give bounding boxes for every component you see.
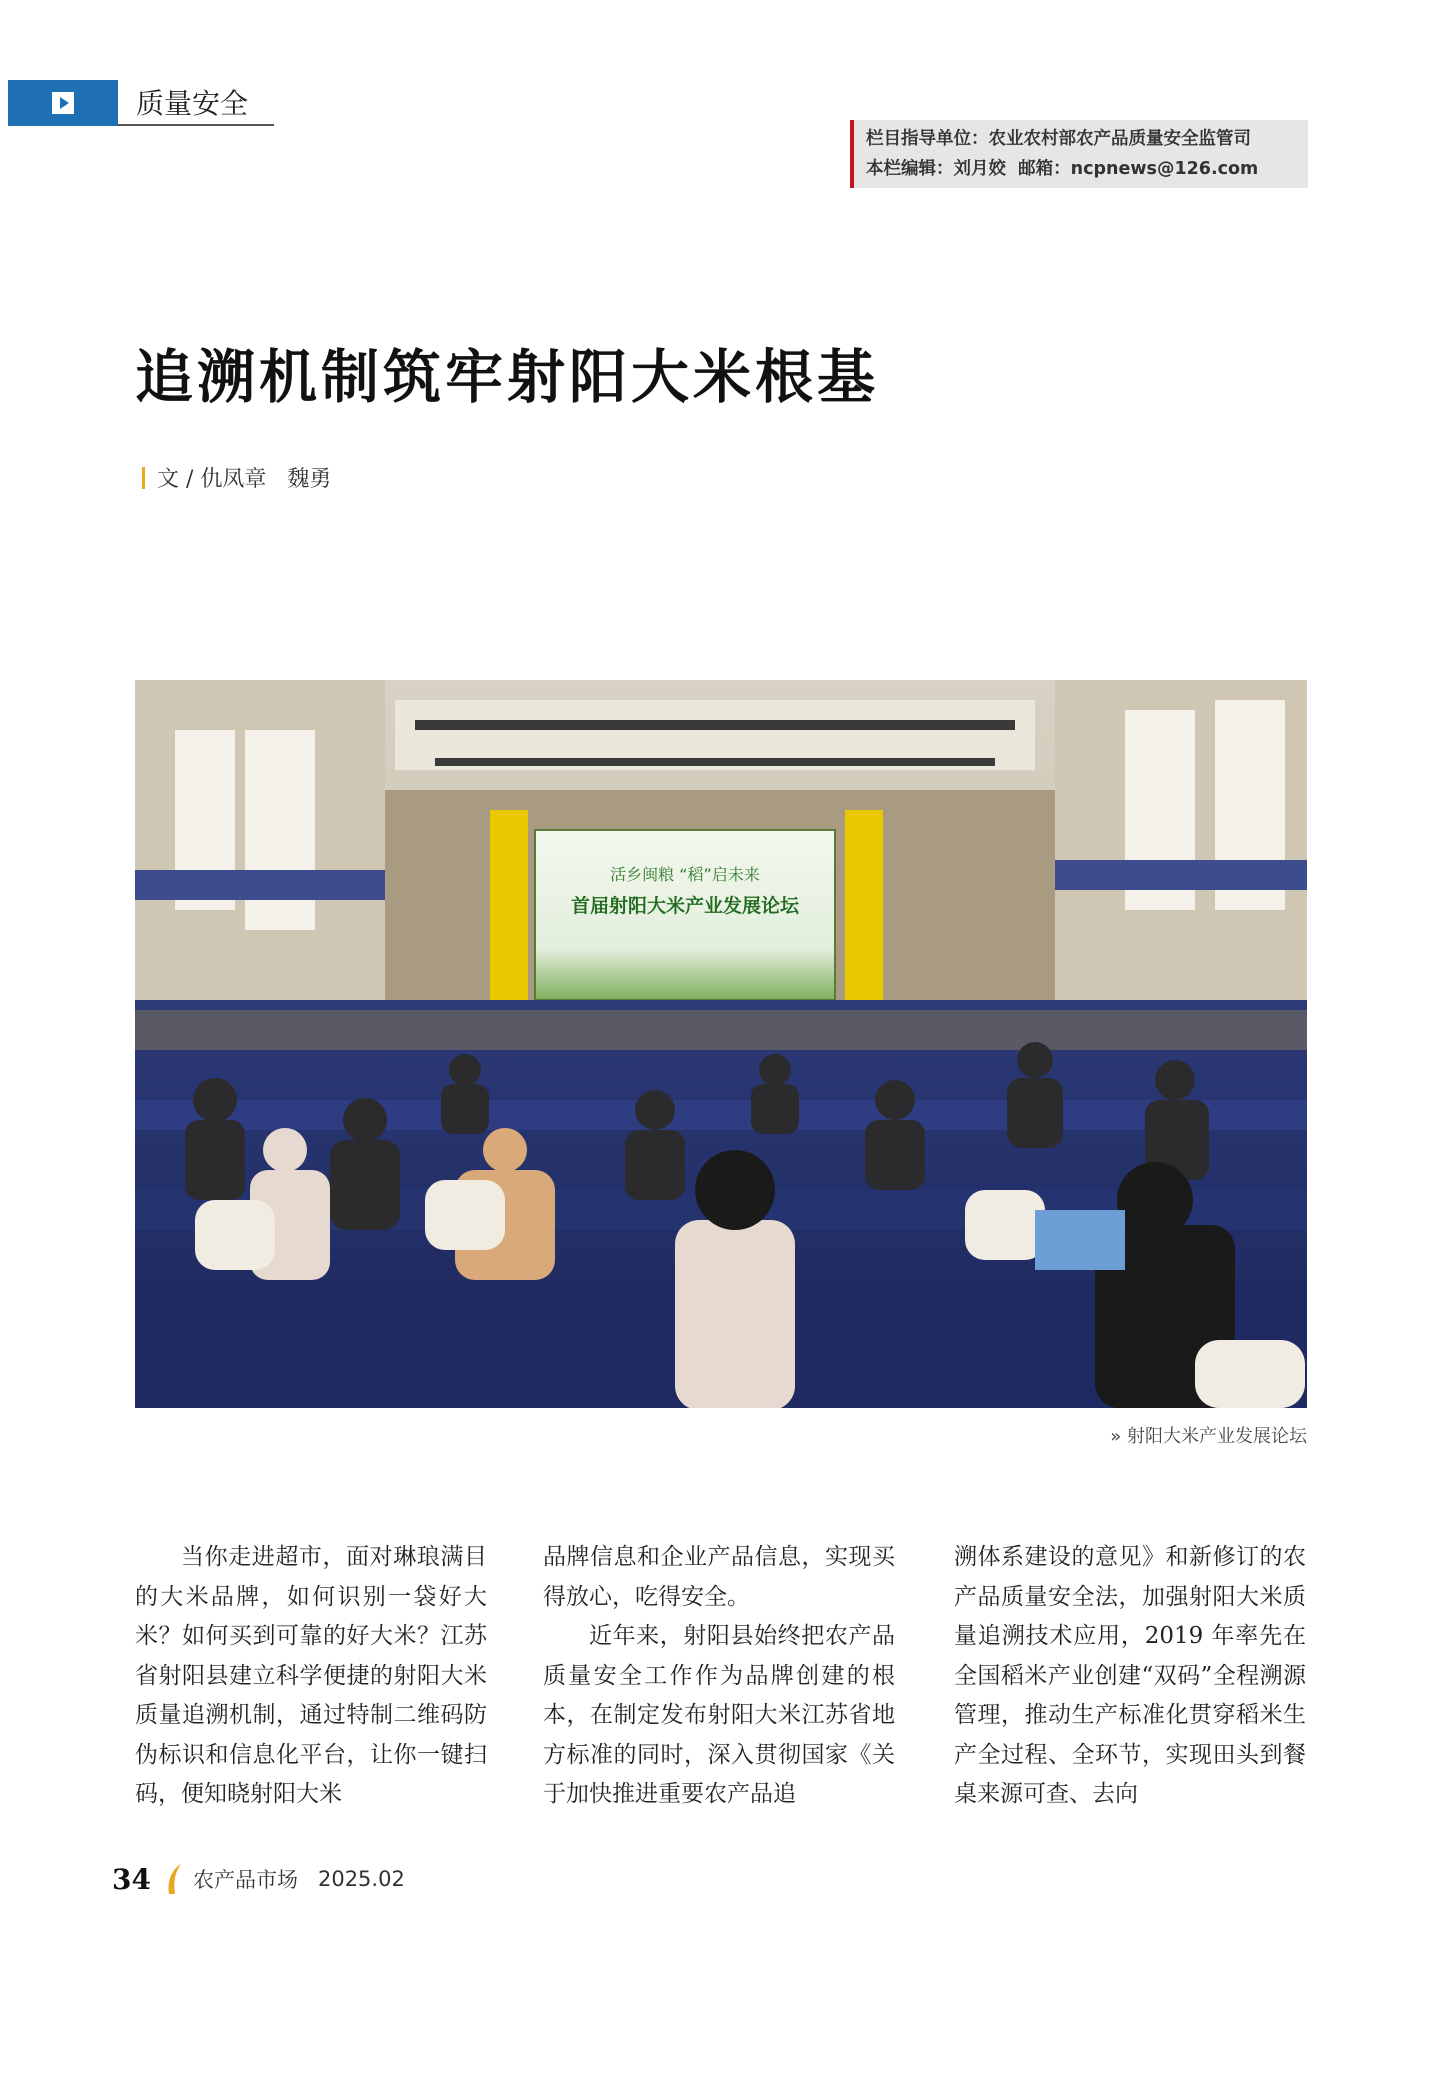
section-tab-marker (8, 80, 118, 126)
magazine-logo-icon (161, 1862, 183, 1896)
body-column-2-para-2: 近年来，射阳县始终把农产品质量安全工作作为品牌创建的根本，在制定发布射阳大米江苏省地方标准的同时，深入贯彻国家《关于加快推进重要农产品追 (543, 1623, 895, 1807)
editor-line-2-label: 本栏编辑： (866, 159, 954, 179)
screen-title: 首届射阳大米产业发展论坛 (570, 895, 800, 917)
conference-photo (135, 680, 1307, 1408)
conference-hall-illustration (135, 680, 1307, 1408)
editor-line-2 (866, 154, 1308, 184)
editor-line-1-value: 农业农村部农产品质量安全监管司 (988, 129, 1251, 149)
section-label: 质量安全 (118, 80, 274, 126)
magazine-name: 农产品市场 (192, 1868, 298, 1892)
page-number: 34 (112, 1862, 151, 1896)
byline-accent-bar (142, 467, 145, 489)
photo-caption: » 射阳大米产业发展论坛 (1110, 1426, 1307, 1447)
page-footer (112, 1862, 405, 1896)
editor-info-box (850, 120, 1308, 188)
screen-slogan: 活乡闽粮 “稻”启未来 (610, 865, 760, 884)
body-column-2 (543, 1538, 895, 1815)
body-column-2-para-1: 品牌信息和企业产品信息，实现买得放心，吃得安全。 (543, 1544, 895, 1610)
body-column-3: 溯体系建设的意见》和新修订的农产品质量安全法，加强射阳大米质量追溯技术应用，2019 年率先在全国稻米产业创建“双码”全程溯源管理，推动生产标准化贯穿稻米生产全过程、全环节，实现田头到餐桌来源可查、去向 (954, 1544, 1306, 1807)
play-icon (52, 92, 74, 114)
byline-text: 文 / 仇凤章 魏勇 (157, 467, 332, 492)
editor-line-2-value: 刘月姣 邮箱：ncpnews@126.com (953, 159, 1259, 179)
section-tab (8, 80, 274, 126)
issue-date: 2025.02 (317, 1867, 405, 1891)
body-column-1: 当你走进超市，面对琳琅满目的大米品牌，如何识别一袋好大米？如何买到可靠的好大米？江苏省射阳县建立科学便捷的射阳大米质量追溯机制，通过特制二维码防伪标识和信息化平台，让你一键扫码，便知晓射阳大米 (135, 1544, 487, 1807)
byline (142, 462, 331, 493)
editor-line-1 (866, 124, 1308, 154)
editor-line-1-label: 栏目指导单位： (866, 129, 989, 149)
article-title: 追溯机制筑牢射阳大米根基 (135, 343, 880, 411)
